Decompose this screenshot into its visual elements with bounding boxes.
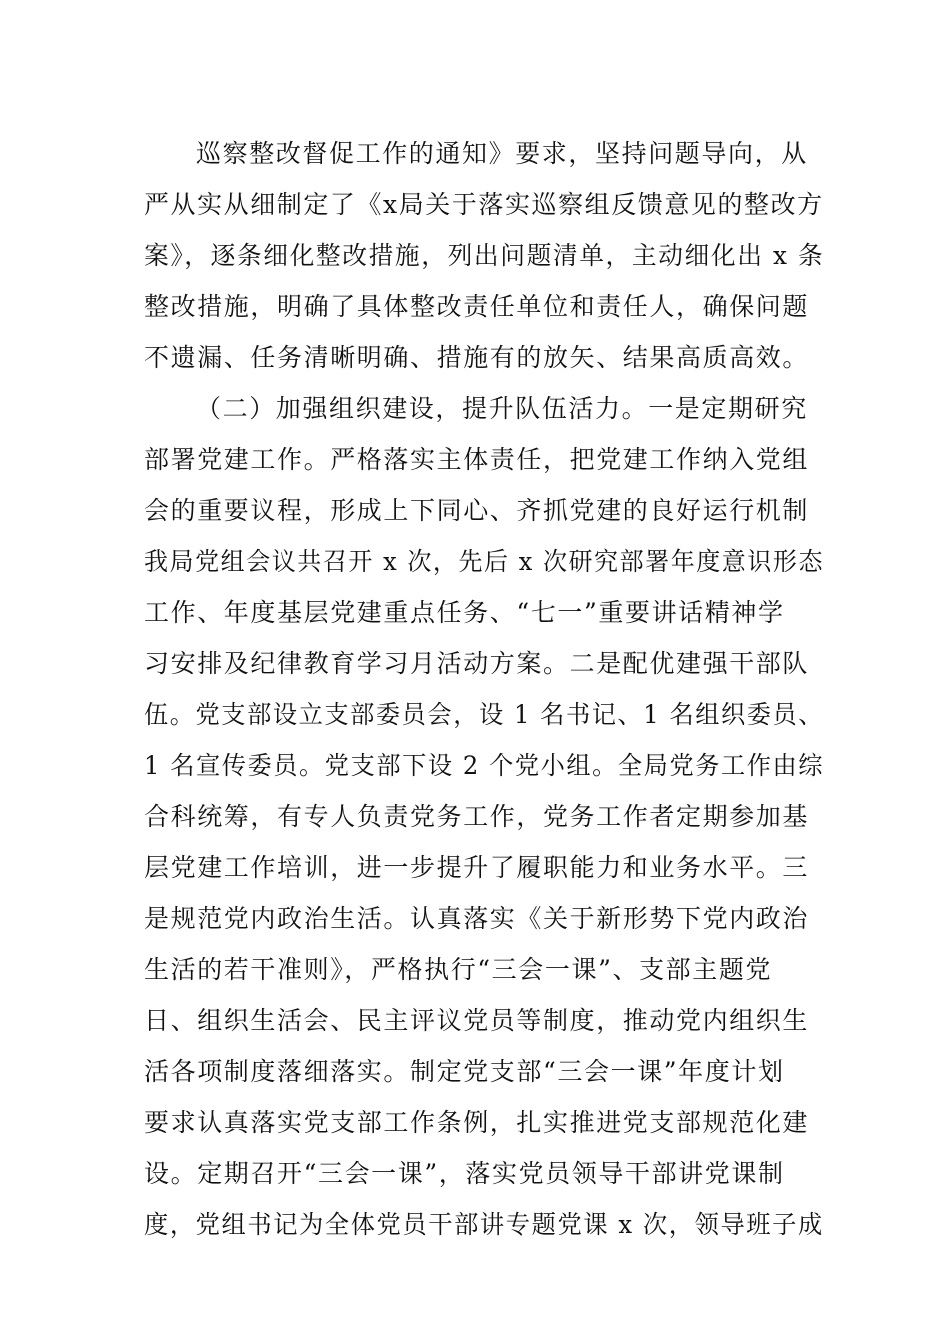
text-line-4: 整改措施，明确了具体整改责任单位和责任人，确保问题 [144, 292, 810, 321]
text-line-5: 不遗漏、任务清晰明确、措施有的放矢、结果高质高效。 [144, 343, 810, 372]
section-heading-line: （二）加强组织建设，提升队伍活力。一是定期研究 [196, 394, 808, 423]
text-line-2: 严从实从细制定了《x局关于落实巡察组反馈意见的整改方 [144, 190, 824, 219]
text-line-9: 我局党组会议共召开 x 次，先后 x 次研究部署年度意识形态 [144, 547, 824, 576]
text-line-18: 日、组织生活会、民主评议党员等制度，推动党内组织生 [144, 1006, 810, 1035]
text-line-22: 度，党组书记为全体党员干部讲专题党课 x 次，领导班子成 [144, 1210, 824, 1239]
text-line-17: 生活的若干准则》，严格执行“三会一课”、支部主题党 [144, 955, 773, 984]
text-line-8: 会的重要议程，形成上下同心、齐抓党建的良好运行机制 [144, 496, 810, 525]
text-line-12: 伍。党支部设立支部委员会，设 1 名书记、1 名组织委员、 [144, 700, 825, 729]
text-line-7: 部署党建工作。严格落实主体责任，把党建工作纳入党组 [144, 445, 810, 474]
text-line-3: 案》，逐条细化整改措施，列出问题清单，主动细化出 x 条 [144, 241, 825, 270]
text-line-19: 活各项制度落细落实。制定党支部“三会一课”年度计划 [144, 1057, 785, 1086]
text-line-13: 1 名宣传委员。党支部下设 2 个党小组。全局党务工作由综 [144, 751, 825, 780]
text-line-10: 工作、年度基层党建重点任务、“七一”重要讲话精神学 [144, 598, 785, 627]
text-line-21: 设。定期召开“三会一课”，落实党员领导干部讲党课制 [144, 1159, 785, 1188]
text-line-1: 巡察整改督促工作的通知》要求，坚持问题导向，从 [196, 139, 808, 168]
text-line-16: 是规范党内政治生活。认真落实《关于新形势下党内政治 [144, 904, 810, 933]
text-line-15: 层党建工作培训，进一步提升了履职能力和业务水平。三 [144, 853, 810, 882]
text-line-20: 要求认真落实党支部工作条例，扎实推进党支部规范化建 [144, 1108, 810, 1137]
text-line-14: 合科统筹，有专人负责党务工作，党务工作者定期参加基 [144, 802, 810, 831]
text-line-11: 习安排及纪律教育学习月活动方案。二是配优建强干部队 [144, 649, 810, 678]
